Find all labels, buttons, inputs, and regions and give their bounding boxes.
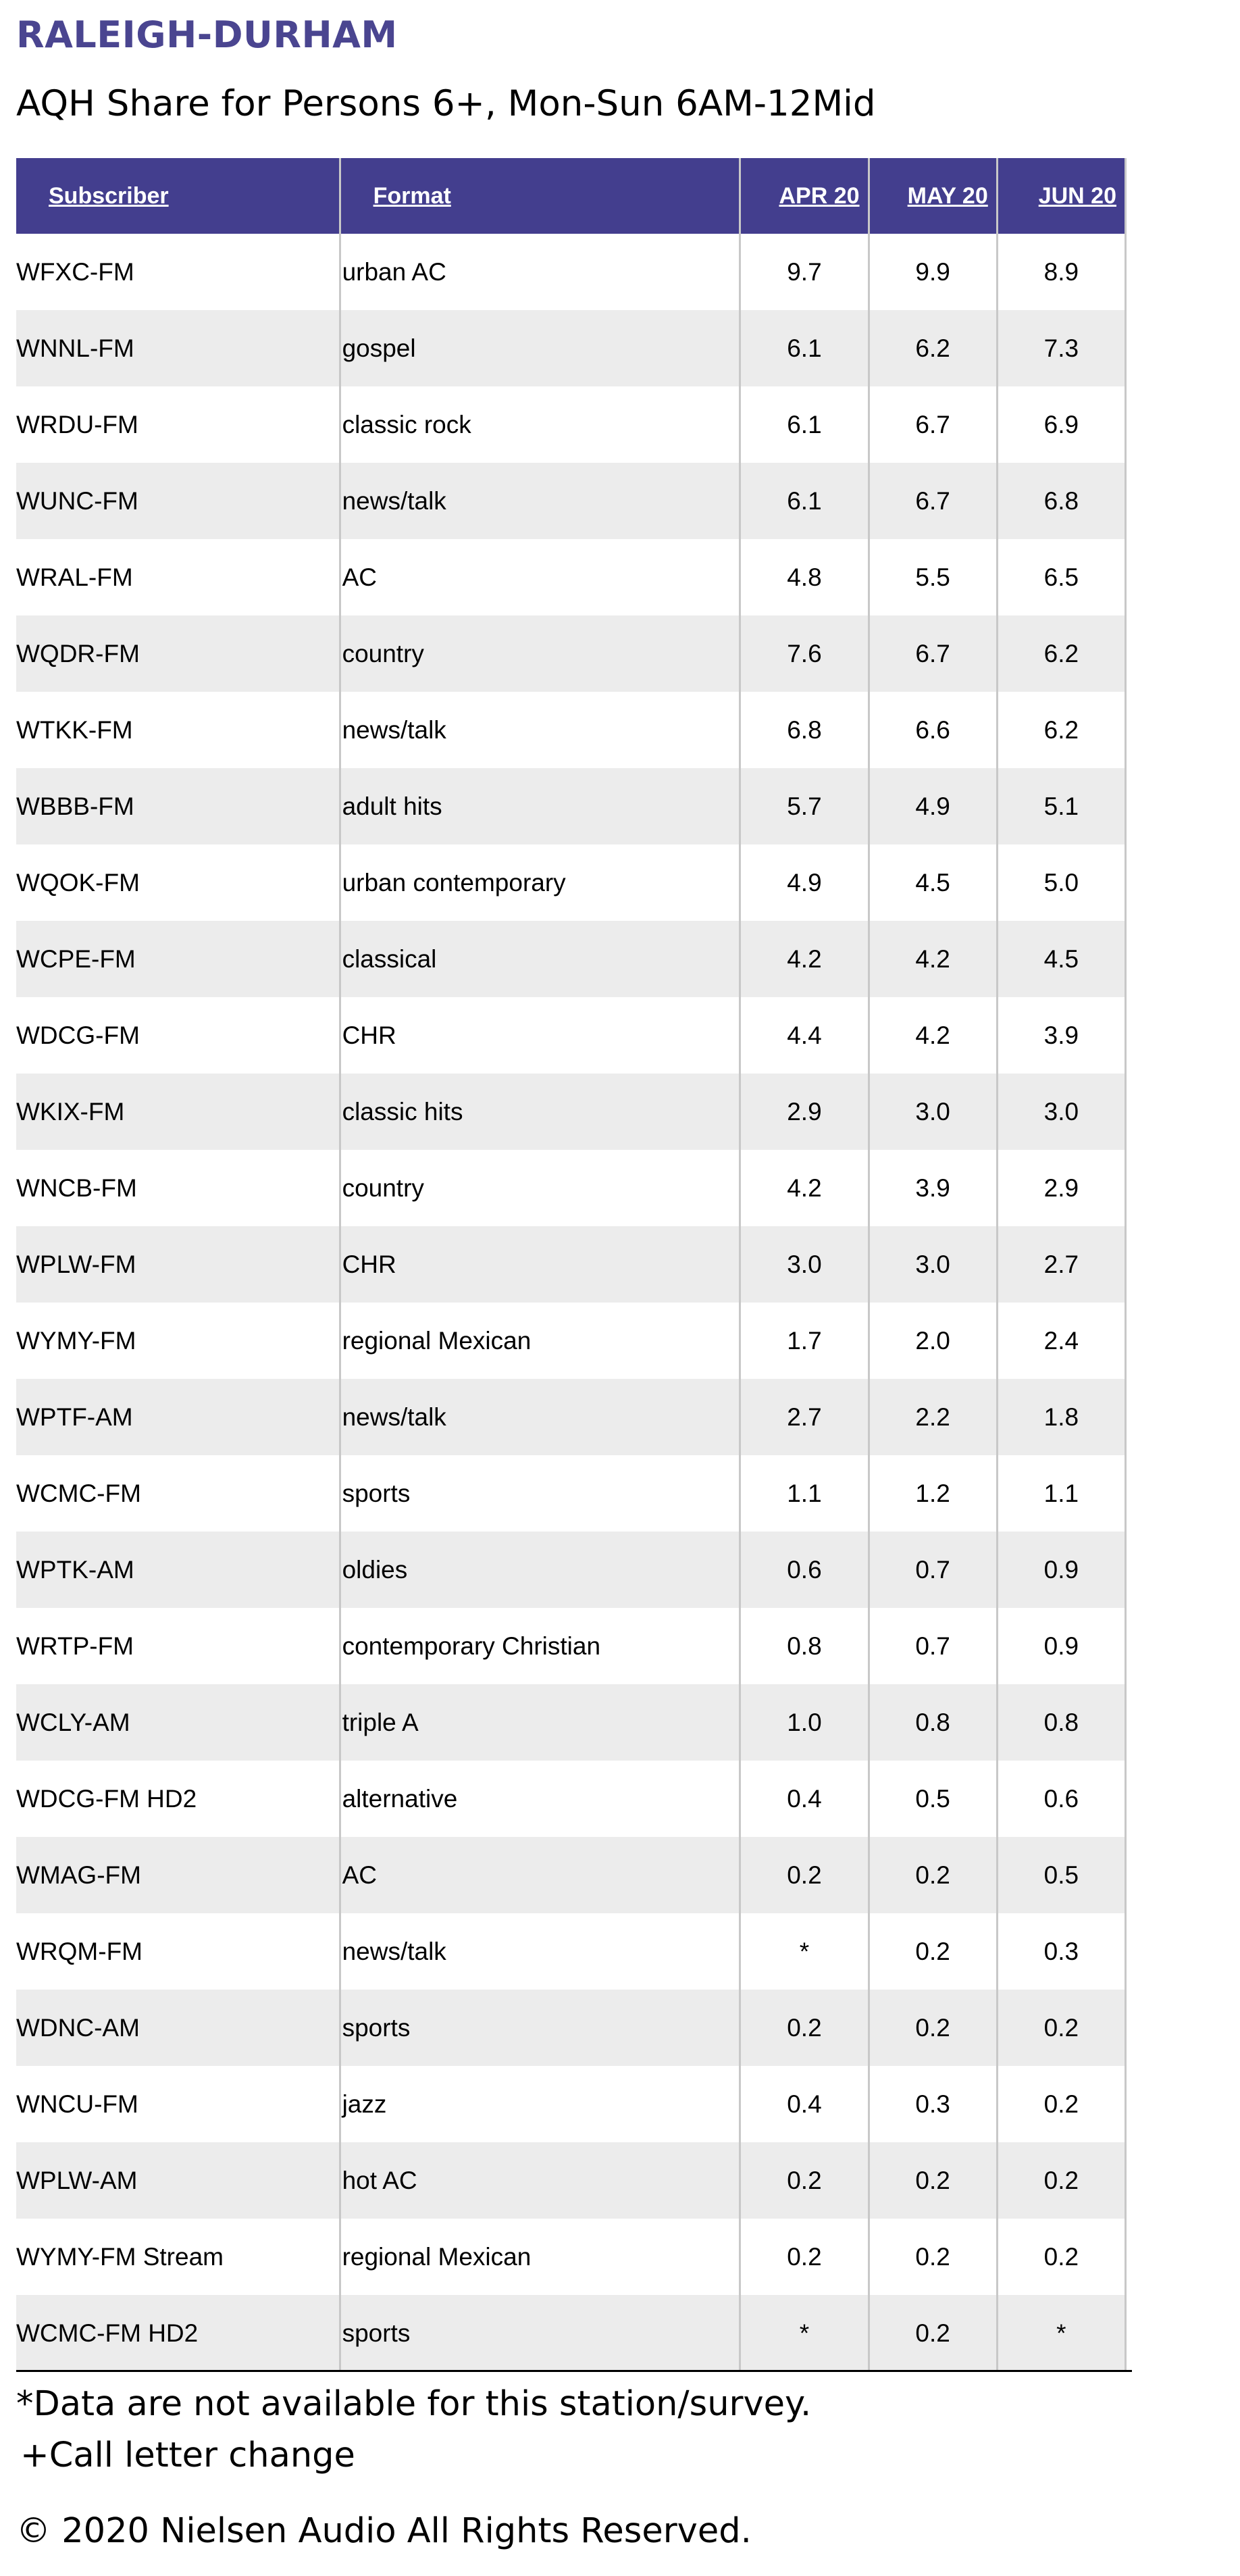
station-cell: WRDU-FM <box>16 386 340 463</box>
may-20-value-cell: 6.7 <box>869 615 997 692</box>
format-cell: adult hits <box>340 768 740 844</box>
station-cell: WTKK-FM <box>16 692 340 768</box>
jun-20-value-cell: 6.8 <box>997 463 1125 539</box>
jun-20-value-cell: 3.0 <box>997 1074 1125 1150</box>
jun-20-value-cell: 0.2 <box>997 2142 1125 2219</box>
apr-20-value-cell: 6.1 <box>740 310 869 386</box>
format-cell: regional Mexican <box>340 1303 740 1379</box>
footnote-call-letter-change: +Call letter change <box>20 2435 355 2475</box>
station-cell: WCLY-AM <box>16 1684 340 1761</box>
column-header-jun-20[interactable]: JUN 20 <box>997 158 1125 234</box>
market-name: RALEIGH-DURHAM <box>16 14 398 56</box>
table-row <box>16 1074 1126 1150</box>
station-cell: WYMY-FM <box>16 1303 340 1379</box>
table-row <box>16 386 1126 463</box>
may-20-value-cell: 0.2 <box>869 2295 997 2371</box>
jun-20-value-cell: 0.9 <box>997 1532 1125 1608</box>
format-cell: country <box>340 1150 740 1226</box>
format-cell: news/talk <box>340 692 740 768</box>
format-cell: news/talk <box>340 463 740 539</box>
apr-20-value-cell: 6.1 <box>740 386 869 463</box>
jun-20-value-cell: 7.3 <box>997 310 1125 386</box>
format-cell: triple A <box>340 1684 740 1761</box>
jun-20-value-cell: 0.2 <box>997 2066 1125 2142</box>
jun-20-value-cell: 8.9 <box>997 234 1125 310</box>
station-cell: WCMC-FM HD2 <box>16 2295 340 2371</box>
may-20-value-cell: 0.7 <box>869 1532 997 1608</box>
station-cell: WRQM-FM <box>16 1913 340 1990</box>
jun-20-value-cell: 6.2 <box>997 615 1125 692</box>
format-cell: country <box>340 615 740 692</box>
apr-20-value-cell: 9.7 <box>740 234 869 310</box>
jun-20-value-cell: * <box>997 2295 1125 2371</box>
may-20-value-cell: 6.6 <box>869 692 997 768</box>
format-cell: CHR <box>340 997 740 1074</box>
column-header-subscriber[interactable]: Subscriber <box>16 158 340 234</box>
jun-20-value-cell: 0.9 <box>997 1608 1125 1684</box>
table-row <box>16 1684 1126 1761</box>
apr-20-value-cell: 6.1 <box>740 463 869 539</box>
table-row <box>16 2295 1126 2371</box>
format-cell: gospel <box>340 310 740 386</box>
format-cell: sports <box>340 1990 740 2066</box>
jun-20-value-cell: 6.9 <box>997 386 1125 463</box>
jun-20-value-cell: 0.3 <box>997 1913 1125 1990</box>
format-cell: contemporary Christian <box>340 1608 740 1684</box>
apr-20-value-cell: 2.7 <box>740 1379 869 1455</box>
copyright-notice: © 2020 Nielsen Audio All Rights Reserved. <box>16 2511 752 2551</box>
apr-20-value-cell: 0.8 <box>740 1608 869 1684</box>
apr-20-value-cell: 5.7 <box>740 768 869 844</box>
may-20-value-cell: 0.2 <box>869 2142 997 2219</box>
format-cell: alternative <box>340 1761 740 1837</box>
may-20-value-cell: 3.9 <box>869 1150 997 1226</box>
column-header-apr-20[interactable]: APR 20 <box>740 158 869 234</box>
table-row <box>16 234 1126 310</box>
apr-20-value-cell: 0.4 <box>740 1761 869 1837</box>
table-row <box>16 1990 1126 2066</box>
jun-20-value-cell: 0.8 <box>997 1684 1125 1761</box>
apr-20-value-cell: 0.4 <box>740 2066 869 2142</box>
column-header-may-20[interactable]: MAY 20 <box>869 158 997 234</box>
may-20-value-cell: 3.0 <box>869 1074 997 1150</box>
may-20-value-cell: 1.2 <box>869 1455 997 1532</box>
jun-20-value-cell: 2.9 <box>997 1150 1125 1226</box>
jun-20-value-cell: 5.0 <box>997 844 1125 921</box>
format-cell: regional Mexican <box>340 2219 740 2295</box>
apr-20-value-cell: * <box>740 1913 869 1990</box>
may-20-value-cell: 0.2 <box>869 1990 997 2066</box>
station-cell: WPLW-AM <box>16 2142 340 2219</box>
apr-20-value-cell: 7.6 <box>740 615 869 692</box>
report-title: AQH Share for Persons 6+, Mon-Sun 6AM-12Mid <box>16 83 876 124</box>
format-cell: urban AC <box>340 234 740 310</box>
station-cell: WKIX-FM <box>16 1074 340 1150</box>
table-row <box>16 1150 1126 1226</box>
station-cell: WNCB-FM <box>16 1150 340 1226</box>
header-row <box>16 158 1126 234</box>
apr-20-value-cell: * <box>740 2295 869 2371</box>
format-cell: news/talk <box>340 1379 740 1455</box>
table-body <box>16 234 1126 2371</box>
station-cell: WCPE-FM <box>16 921 340 997</box>
format-cell: news/talk <box>340 1913 740 1990</box>
jun-20-value-cell: 0.2 <box>997 2219 1125 2295</box>
table-row <box>16 1532 1126 1608</box>
table-row <box>16 1455 1126 1532</box>
table-row <box>16 1608 1126 1684</box>
table-row <box>16 1303 1126 1379</box>
table-row <box>16 1913 1126 1990</box>
apr-20-value-cell: 4.8 <box>740 539 869 615</box>
jun-20-value-cell: 6.5 <box>997 539 1125 615</box>
station-cell: WPTK-AM <box>16 1532 340 1608</box>
may-20-value-cell: 6.7 <box>869 386 997 463</box>
table-row <box>16 539 1126 615</box>
table-row <box>16 1379 1126 1455</box>
table-row <box>16 310 1126 386</box>
format-cell: classical <box>340 921 740 997</box>
may-20-value-cell: 3.0 <box>869 1226 997 1303</box>
table-row <box>16 997 1126 1074</box>
format-cell: sports <box>340 2295 740 2371</box>
apr-20-value-cell: 2.9 <box>740 1074 869 1150</box>
station-cell: WMAG-FM <box>16 1837 340 1913</box>
station-cell: WNNL-FM <box>16 310 340 386</box>
apr-20-value-cell: 0.2 <box>740 2142 869 2219</box>
table-row <box>16 2219 1126 2295</box>
may-20-value-cell: 0.5 <box>869 1761 997 1837</box>
format-cell: sports <box>340 1455 740 1532</box>
station-cell: WDCG-FM HD2 <box>16 1761 340 1837</box>
station-cell: WRTP-FM <box>16 1608 340 1684</box>
format-cell: AC <box>340 539 740 615</box>
apr-20-value-cell: 4.2 <box>740 921 869 997</box>
format-cell: jazz <box>340 2066 740 2142</box>
apr-20-value-cell: 1.1 <box>740 1455 869 1532</box>
may-20-value-cell: 2.2 <box>869 1379 997 1455</box>
jun-20-value-cell: 3.9 <box>997 997 1125 1074</box>
ratings-table-container <box>16 158 1127 2371</box>
format-cell: oldies <box>340 1532 740 1608</box>
table-row <box>16 768 1126 844</box>
format-cell: CHR <box>340 1226 740 1303</box>
apr-20-value-cell: 4.4 <box>740 997 869 1074</box>
table-row <box>16 1837 1126 1913</box>
jun-20-value-cell: 0.5 <box>997 1837 1125 1913</box>
station-cell: WBBB-FM <box>16 768 340 844</box>
table-bottom-rule <box>16 2370 1132 2372</box>
table-row <box>16 2066 1126 2142</box>
column-header-format[interactable]: Format <box>340 158 740 234</box>
format-cell: hot AC <box>340 2142 740 2219</box>
may-20-value-cell: 9.9 <box>869 234 997 310</box>
table-row <box>16 921 1126 997</box>
format-cell: urban contemporary <box>340 844 740 921</box>
may-20-value-cell: 6.2 <box>869 310 997 386</box>
station-cell: WRAL-FM <box>16 539 340 615</box>
table-row <box>16 1761 1126 1837</box>
station-cell: WYMY-FM Stream <box>16 2219 340 2295</box>
station-cell: WFXC-FM <box>16 234 340 310</box>
apr-20-value-cell: 0.2 <box>740 2219 869 2295</box>
apr-20-value-cell: 4.2 <box>740 1150 869 1226</box>
station-cell: WPLW-FM <box>16 1226 340 1303</box>
may-20-value-cell: 0.2 <box>869 2219 997 2295</box>
format-cell: classic rock <box>340 386 740 463</box>
jun-20-value-cell: 0.2 <box>997 1990 1125 2066</box>
may-20-value-cell: 0.2 <box>869 1837 997 1913</box>
table-row <box>16 844 1126 921</box>
may-20-value-cell: 0.8 <box>869 1684 997 1761</box>
apr-20-value-cell: 0.2 <box>740 1837 869 1913</box>
table-row <box>16 692 1126 768</box>
table-row <box>16 2142 1126 2219</box>
apr-20-value-cell: 4.9 <box>740 844 869 921</box>
apr-20-value-cell: 0.6 <box>740 1532 869 1608</box>
jun-20-value-cell: 1.1 <box>997 1455 1125 1532</box>
jun-20-value-cell: 1.8 <box>997 1379 1125 1455</box>
may-20-value-cell: 4.2 <box>869 921 997 997</box>
apr-20-value-cell: 0.2 <box>740 1990 869 2066</box>
table-row <box>16 1226 1126 1303</box>
station-cell: WPTF-AM <box>16 1379 340 1455</box>
jun-20-value-cell: 4.5 <box>997 921 1125 997</box>
jun-20-value-cell: 2.4 <box>997 1303 1125 1379</box>
station-cell: WUNC-FM <box>16 463 340 539</box>
may-20-value-cell: 6.7 <box>869 463 997 539</box>
station-cell: WDNC-AM <box>16 1990 340 2066</box>
station-cell: WQDR-FM <box>16 615 340 692</box>
apr-20-value-cell: 1.0 <box>740 1684 869 1761</box>
may-20-value-cell: 0.3 <box>869 2066 997 2142</box>
station-cell: WQOK-FM <box>16 844 340 921</box>
apr-20-value-cell: 1.7 <box>740 1303 869 1379</box>
jun-20-value-cell: 2.7 <box>997 1226 1125 1303</box>
footnote-not-available: *Data are not available for this station/survey. <box>16 2384 812 2424</box>
jun-20-value-cell: 5.1 <box>997 768 1125 844</box>
may-20-value-cell: 0.7 <box>869 1608 997 1684</box>
may-20-value-cell: 4.9 <box>869 768 997 844</box>
apr-20-value-cell: 6.8 <box>740 692 869 768</box>
station-cell: WDCG-FM <box>16 997 340 1074</box>
may-20-value-cell: 4.5 <box>869 844 997 921</box>
station-cell: WCMC-FM <box>16 1455 340 1532</box>
format-cell: AC <box>340 1837 740 1913</box>
may-20-value-cell: 2.0 <box>869 1303 997 1379</box>
table-row <box>16 463 1126 539</box>
jun-20-value-cell: 0.6 <box>997 1761 1125 1837</box>
ratings-table <box>16 158 1127 2371</box>
format-cell: classic hits <box>340 1074 740 1150</box>
apr-20-value-cell: 3.0 <box>740 1226 869 1303</box>
may-20-value-cell: 0.2 <box>869 1913 997 1990</box>
table-row <box>16 615 1126 692</box>
station-cell: WNCU-FM <box>16 2066 340 2142</box>
jun-20-value-cell: 6.2 <box>997 692 1125 768</box>
table-header <box>16 158 1126 234</box>
may-20-value-cell: 4.2 <box>869 997 997 1074</box>
may-20-value-cell: 5.5 <box>869 539 997 615</box>
